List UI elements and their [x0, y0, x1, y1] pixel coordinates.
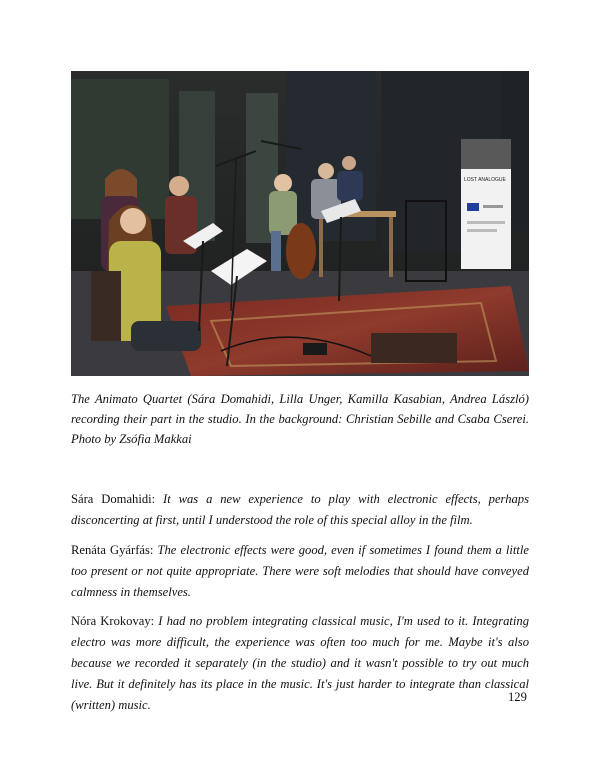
testimony-paragraph	[71, 489, 529, 531]
poster-title: LOST ANALOGUE	[464, 177, 506, 183]
speaker-name: Renáta Gyárfás:	[71, 543, 154, 557]
photo-caption: The Animato Quartet (Sára Domahidi, Lilla Unger, Kamilla Kasabian, Andrea László) recording their part in the studio. In the background: Christian Sebille and Csaba Cserei. Photo by Zsófia Makkai	[71, 392, 529, 446]
speaker-name: Nóra Krokovay:	[71, 614, 155, 628]
testimony-paragraph	[71, 540, 529, 603]
testimony-paragraph	[71, 611, 529, 716]
studio-photo	[71, 71, 529, 376]
speaker-quote: I had no problem integrating classical music, I'm used to it. Integrating electro was more difficult, the experience was often too much for me. Maybe it's also because we recorded it separately (in the studio) and it wasn't possible to try out much live. But it definitely has its place in the music. It's just harder to integrate than classical (written) music.	[71, 614, 529, 712]
quartet-recording-image	[71, 71, 529, 376]
page-number: 129	[508, 690, 527, 704]
speaker-name: Sára Domahidi:	[71, 492, 156, 506]
speaker-quote: The electronic effects were good, even if sometimes I found them a little too present or not quite appropriate. There were soft melodies that should have conveyed calmness in themselves.	[71, 543, 529, 599]
speaker-quote: It was a new experience to play with electronic effects, perhaps disconcerting at first, until I understood the role of this special alloy in the film.	[71, 492, 529, 527]
